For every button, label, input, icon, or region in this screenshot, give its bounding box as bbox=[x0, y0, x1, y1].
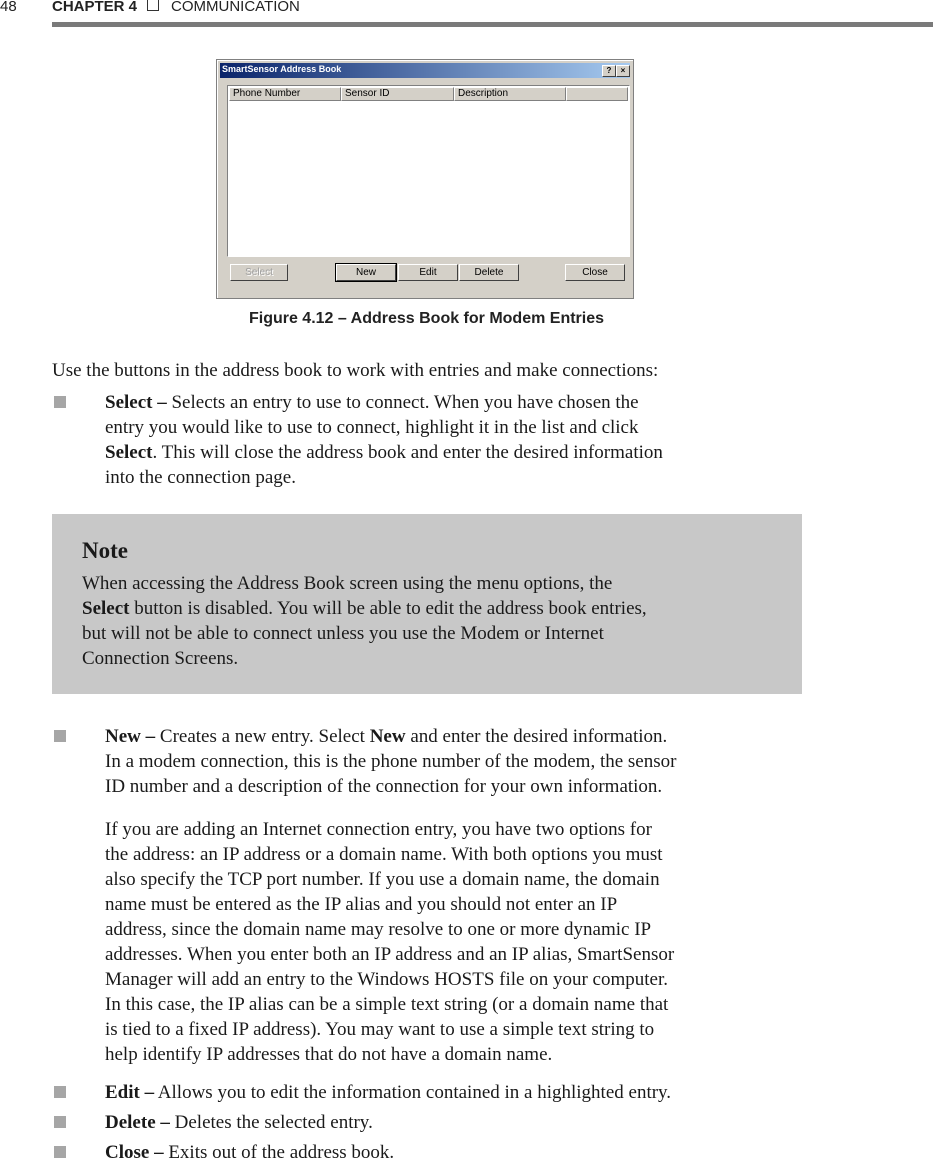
paragraph-line: addresses. When you enter both an IP address and an IP alias, SmartSensor bbox=[105, 944, 675, 965]
select-text: Selects an entry to use to connect. When you have chosen the bbox=[166, 392, 639, 413]
new-term: New – bbox=[105, 726, 156, 747]
bullet-square-icon bbox=[54, 396, 66, 408]
close-button[interactable]: Close bbox=[565, 264, 625, 281]
note-body bbox=[82, 571, 647, 671]
select-text: . This will close the address book and enter the desired information bbox=[152, 442, 663, 463]
paragraph-line: also specify the TCP port number. If you use a domain name, the domain bbox=[105, 869, 660, 890]
bullet-square-icon bbox=[54, 730, 66, 742]
address-book-dialog bbox=[216, 59, 634, 299]
close-item-line bbox=[105, 1140, 394, 1165]
internet-paragraph bbox=[105, 817, 674, 1067]
header-rule bbox=[52, 22, 933, 27]
delete-term: Delete – bbox=[105, 1112, 170, 1133]
column-header-sensor-id[interactable]: Sensor ID bbox=[341, 87, 454, 101]
new-inline-term: New bbox=[369, 726, 406, 747]
close-term: Close – bbox=[105, 1142, 164, 1163]
note-text: button is disabled. You will be able to edit the address book entries, bbox=[129, 598, 647, 619]
paragraph-line: In this case, the IP alias can be a simple text string (or a domain name that bbox=[105, 994, 669, 1015]
new-item-line bbox=[105, 724, 667, 749]
note-inline-term: Select bbox=[82, 598, 130, 619]
paragraph-line: help identify IP addresses that do not have a domain name. bbox=[105, 1044, 553, 1065]
page-number: 48 bbox=[0, 0, 17, 15]
paragraph-line: the address: an IP address or a domain name. With both options you must bbox=[105, 844, 663, 865]
new-item-line: ID number and a description of the connection for your own information. bbox=[105, 776, 663, 797]
paragraph-line: address, since the domain name may resolve to one or more dynamic IP bbox=[105, 919, 652, 940]
address-list[interactable] bbox=[227, 85, 630, 257]
help-icon[interactable]: ? bbox=[602, 65, 616, 77]
paragraph-line: Manager will add an entry to the Windows HOSTS file on your computer. bbox=[105, 969, 668, 990]
delete-button[interactable]: Delete bbox=[459, 264, 519, 281]
new-text: and enter the desired information. bbox=[405, 726, 668, 747]
note-box bbox=[52, 514, 802, 694]
bullet-square-icon bbox=[54, 1086, 66, 1098]
column-header-phone-number[interactable]: Phone Number bbox=[229, 87, 341, 101]
checkbox-square-icon bbox=[147, 0, 159, 11]
edit-term: Edit – bbox=[105, 1082, 155, 1103]
section-title: COMMUNICATION bbox=[171, 0, 300, 15]
chapter-label: CHAPTER 4 bbox=[52, 0, 138, 15]
intro-paragraph: Use the buttons in the address book to work with entries and make connections: bbox=[52, 360, 659, 381]
paragraph-line: If you are adding an Internet connection entry, you have two options for bbox=[105, 819, 652, 840]
note-title: Note bbox=[82, 538, 128, 563]
column-header-blank bbox=[566, 87, 628, 101]
select-item-line: entry you would like to use to connect, highlight it in the list and click bbox=[105, 417, 639, 438]
bullet-square-icon bbox=[54, 1116, 66, 1128]
select-item-line bbox=[105, 390, 639, 415]
new-text: Creates a new entry. Select bbox=[155, 726, 370, 747]
note-line: When accessing the Address Book screen using the menu options, the bbox=[82, 573, 613, 594]
select-item-line bbox=[105, 440, 663, 465]
edit-button[interactable]: Edit bbox=[398, 264, 458, 281]
note-line: but will not be able to connect unless you use the Modem or Internet bbox=[82, 623, 604, 644]
new-item-line: In a modem connection, this is the phone number of the modem, the sensor bbox=[105, 751, 677, 772]
close-icon[interactable]: × bbox=[616, 65, 630, 77]
figure-caption: Figure 4.12 – Address Book for Modem Entries bbox=[248, 310, 605, 327]
select-item-line: into the connection page. bbox=[105, 467, 296, 488]
dialog-titlebar bbox=[220, 63, 630, 78]
paragraph-line: name must be entered as the IP alias and you should not enter an IP bbox=[105, 894, 618, 915]
select-term: Select – bbox=[105, 392, 167, 413]
note-line: Connection Screens. bbox=[82, 648, 239, 669]
select-button[interactable]: Select bbox=[230, 264, 288, 281]
dialog-title: SmartSensor Address Book bbox=[222, 64, 342, 74]
delete-item-line bbox=[105, 1110, 373, 1135]
delete-text: Deletes the selected entry. bbox=[169, 1112, 373, 1133]
paragraph-line: is tied to a fixed IP address). You may want to use a simple text string to bbox=[105, 1019, 655, 1040]
close-text: Exits out of the address book. bbox=[163, 1142, 395, 1163]
select-inline-term: Select bbox=[105, 442, 153, 463]
edit-text: Allows you to edit the information contained in a highlighted entry. bbox=[154, 1082, 672, 1103]
edit-item-line bbox=[105, 1080, 671, 1105]
chapter-heading bbox=[52, 0, 300, 15]
new-button[interactable]: New bbox=[336, 264, 396, 281]
column-header-description[interactable]: Description bbox=[454, 87, 566, 101]
note-line bbox=[82, 596, 647, 621]
bullet-square-icon bbox=[54, 1146, 66, 1158]
